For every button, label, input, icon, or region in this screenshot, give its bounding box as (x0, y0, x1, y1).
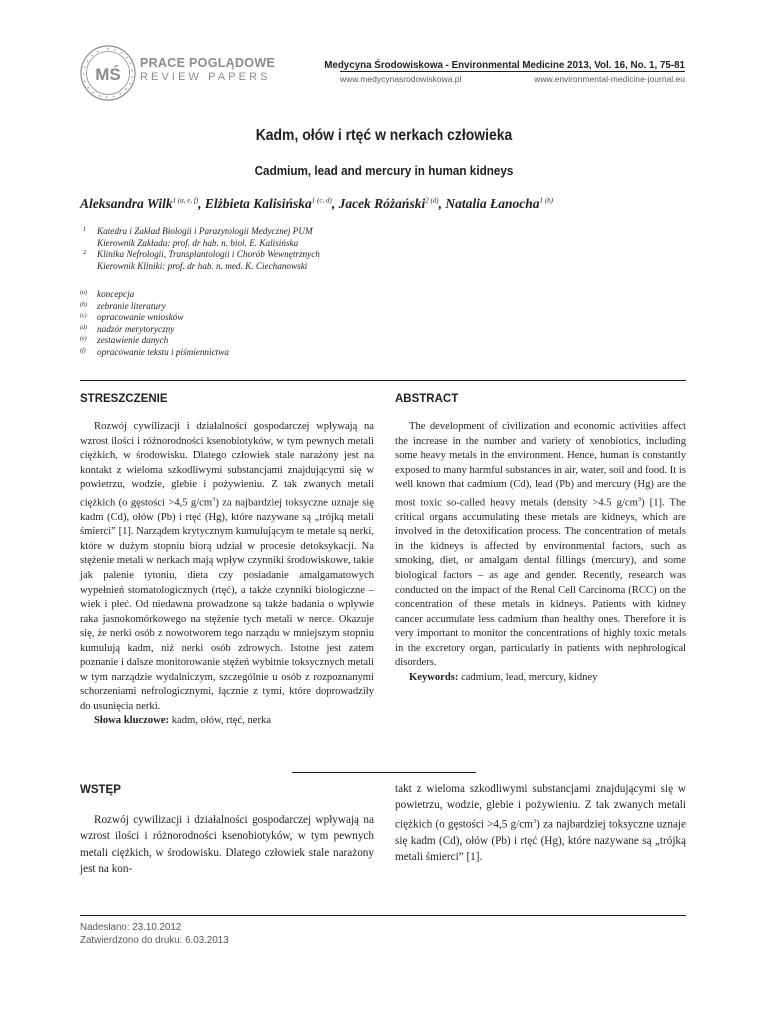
contribution-item (80, 312, 229, 324)
contribution-text: zebranie literatury (97, 300, 166, 311)
affiliation-head (80, 261, 320, 273)
affiliations (80, 226, 320, 272)
contribution-key: (d) (80, 324, 87, 331)
affiliation-item (80, 249, 320, 261)
author-separator: , (438, 196, 446, 211)
abstract-paragraph (395, 420, 686, 671)
keywords-list: kadm, ołów, rtęć, nerka (169, 715, 272, 727)
logo-monogram: MŚ (95, 65, 121, 84)
author-affiliation: 1 (a, e, f) (172, 196, 199, 205)
superscript: 3 (532, 817, 537, 825)
abstract-body (395, 420, 686, 685)
contribution-key: (c) (80, 313, 87, 320)
journal-url-pl[interactable]: www.medycynasrodowiskowa.pl (340, 74, 462, 84)
streszczenie-paragraph (80, 420, 374, 714)
contribution-key: (a) (80, 290, 87, 296)
author-affiliation: 1 (b) (539, 196, 553, 205)
contribution-text: opracowanie wniosków (97, 312, 184, 323)
contribution-item (80, 347, 229, 359)
contribution-key: (e) (80, 336, 87, 343)
abstract-text-part1: The development of civilization and economic activities affect the increase in the number and variety of xenobiotics, including some heavy metals in the environment. Hence, human is constantly exposed to many harmful substances in air, water, soil and food. It is well known that cadmium (Cd), lead (Pb) and mercury (Hg) are the most toxic so-called heavy metals (density >4.5 g/cm (395, 421, 686, 509)
article-title-pl: Kadm, ołów i rtęć w nerkach człowieka (255, 127, 513, 144)
streszczenie-text-part1: Rozwój cywilizacji i działalności gospodarczej wpływają na wzrost ilości i różnorodności ksenobiotyków, w tym pewnych metali ciężkich, w środowisku. Dlatego człowiek stale narażony jest na kontakt z wieloma szkodliwymi substancjami znajdującymi się w powietrzu, wodzie, glebie i pożywieniu. Z tak zwanych metali ciężkich (o gęstości >4,5 g/cm (80, 421, 374, 509)
contribution-text: opracowanie tekstu i piśmiennictwa (97, 346, 229, 357)
author-name: Aleksandra Wilk (80, 196, 173, 211)
footer-divider (80, 915, 686, 916)
affiliation-item (80, 226, 320, 238)
superscript: 3 (212, 495, 216, 503)
section-tag (140, 56, 275, 83)
affiliation-head (80, 238, 320, 250)
author-separator: , (331, 196, 339, 211)
contribution-key: (f) (80, 347, 86, 354)
abstract-bottom-divider (292, 772, 476, 773)
abstract-top-divider (80, 380, 686, 381)
introduction-body-right (395, 781, 686, 865)
introduction-heading: WSTĘP (80, 784, 121, 796)
affiliation-head-text: Kierownik Kliniki: prof. dr hab. n. med. K. Ciechanowski (97, 260, 308, 271)
journal-citation: Medycyna Środowiskowa - Environmental Medicine 2013, Vol. 16, No. 1, 75-81 (324, 60, 685, 71)
journal-logo (80, 45, 136, 101)
contribution-text: zestawienie danych (97, 335, 169, 346)
introduction-body-left (80, 812, 374, 877)
contribution-key: (b) (80, 301, 87, 308)
affiliation-number: 1 (83, 226, 87, 233)
affiliation-number: 2 (83, 249, 87, 257)
streszczenie-heading: STRESZCZENIE (80, 393, 168, 405)
author-name: Natalia Łanocha (445, 196, 540, 211)
introduction-paragraph-continued (395, 781, 686, 865)
author-affiliation: 1 (c, d) (311, 196, 332, 205)
header-divider (340, 71, 685, 72)
introduction-text-part2: ) za najbardziej toksyczne uznaje się kadm (Cd), ołów (Pb) i rtęć (Hg), które nazywane są „trójką metali śmierci” [1]. (395, 818, 687, 863)
superscript: 3 (637, 495, 642, 503)
article-title-en: Cadmium, lead and mercury in human kidneys (254, 163, 514, 178)
article-dates (80, 921, 229, 947)
streszczenie-text-part2: ) za najbardziej toksyczne uznaje się kadm (Cd), ołów (Pb) i rtęć (Hg), które nazywane są „trójką metali śmierci” [1]. Narządem krytycznym kumulującym te metale są nerki, które w dużym stopniu biorą udział w procesie detoksykacji. Na stężenie metali w nerkach mają wpływ czynniki środowiskowe, takie jak palenie tytoniu, dieta czy posiadanie amalgamatowych wypełnień stomatologicznych (rtęć), a także czynniki biologiczne – wiek i płeć. Od niedawna prowadzone są także badania o wpływie raka jasnokomórkowego na stężenie tych metali w nerce. Okazuje się, że nerki osób z nowotworem tego narządu w mniejszym stopniu kumulują kadm, niż nerki osób zdrowych. Istotne jest zatem poznanie i dalsze monitorowanie stężeń wybitnie toksycznych metali w tym narządzie wydalniczym, szczególnie u osób z rozpoznanymi schorzeniami nefrologicznymi, łącznie z tymi, które doprowadziły do usunięcia nerki. (80, 497, 374, 712)
introduction-text-part1: takt z wieloma szkodliwymi substancjami znajdującymi się w powietrzu, wodzie, glebie i pożywieniu. Z tak zwanych metali ciężkich (o gęstości >4,5 g/cm (395, 783, 686, 831)
author-separator: , (198, 196, 205, 211)
contribution-text: koncepcja (97, 289, 135, 299)
keywords-list: cadmium, lead, mercury, kidney (458, 671, 598, 683)
author-contributions (80, 289, 229, 359)
affiliation-unit: Katedra i Zakład Biologii i Parazytologii Medycznej PUM (97, 226, 313, 236)
accepted-date: Zatwierdzono do druku: 6.03.2013 (80, 935, 229, 946)
streszczenie-keywords (80, 714, 374, 729)
abstract-heading: ABSTRACT (395, 393, 459, 405)
abstract-text-part2: ) [1]. The critical organs accumulating these metals are kidneys, which are involved in the detoxification process. The concentration of metals in the kidneys is affected by environmental factors, such as smoking, diet, or amalgam dental fillings (mercury), and some biological factors – as age and gender. Recently, research was conducted on the impact of the Renal Cell Carcinoma (RCC) on the concentration of these metals in kidneys. Patients with kidney cancer accumulate less cadmium than healthy ones. Therefore it is very important to monitor the concentrations of highly toxic metals in the excretory organ, particularly in patients with nephrological disorders. (395, 497, 686, 669)
author-affiliation: 2 (d) (425, 196, 439, 205)
contribution-item (80, 289, 229, 301)
contribution-item (80, 324, 229, 336)
section-label-pl: PRACE POGLĄDOWE (140, 56, 276, 70)
contribution-text: nadzór merytoryczny (97, 323, 175, 334)
keywords-label: Keywords: (409, 671, 459, 683)
author-name: Jacek Różański (338, 196, 426, 211)
journal-url-en[interactable]: www.environmental-medicine-journal.eu (534, 74, 685, 84)
affiliation-head-text: Kierownik Zakładu: prof. dr hab. n. biol. E. Kalisińska (97, 237, 299, 248)
contribution-item (80, 335, 229, 347)
contribution-item (80, 301, 229, 313)
author-list (80, 196, 553, 212)
section-label-en: REVIEW PAPERS (140, 71, 271, 83)
received-date: Nadesłano: 23.10.2012 (80, 922, 182, 933)
author-name: Elżbieta Kalisińska (204, 196, 312, 211)
introduction-paragraph: Rozwój cywilizacji i działalności gospodarczej wpływają na wzrost ilości i różnorodności ksenobiotyków, w tym pewnych metali ciężkich, w środowisku. Dlatego człowiek stale narażony jest na kon- (80, 814, 374, 875)
keywords-label: Słowa kluczowe: (94, 715, 170, 727)
streszczenie-body (80, 420, 374, 729)
abstract-keywords (395, 671, 686, 686)
affiliation-unit: Klinika Nefrologii, Transplantologii i Chorób Wewnętrznych (97, 249, 320, 260)
